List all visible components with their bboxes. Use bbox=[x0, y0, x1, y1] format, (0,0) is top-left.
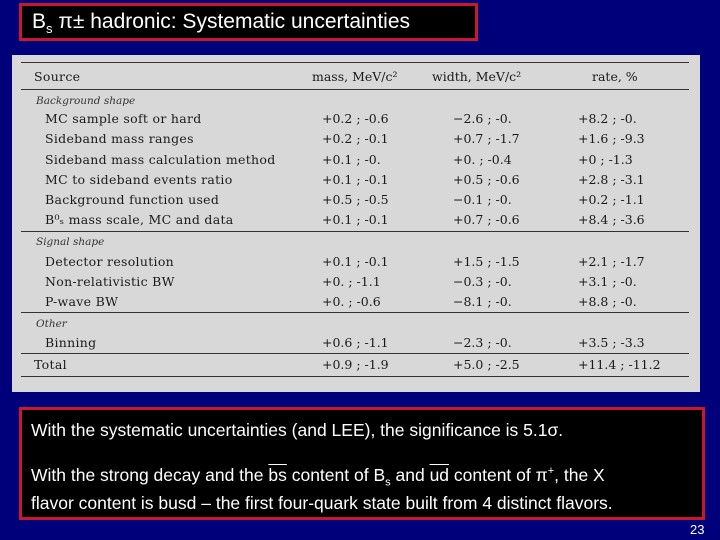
header-rule bbox=[21, 89, 689, 90]
table-row: MC sample soft or hard +0.2 ; -0.6 −2.6 ; -0. +8.2 ; -0. bbox=[45, 111, 637, 126]
table-row: MC to sideband events ratio +0.1 ; -0.1 +0.5 ; -0.6 +2.8 ; -3.1 bbox=[45, 172, 645, 187]
table-row: Background function used +0.5 ; -0.5 −0.1 ; -0. +0.2 ; -1.1 bbox=[45, 192, 645, 207]
table-row: P-wave BW +0. ; -0.6 −8.1 ; -0. +8.8 ; -0. bbox=[45, 294, 637, 309]
title-prefix: B bbox=[32, 10, 47, 33]
table-row: Non-relativistic BW +0. ; -1.1 −0.3 ; -0. +3.1 ; -0. bbox=[45, 274, 637, 289]
table-bottom-rule bbox=[21, 376, 689, 377]
header-width: width, MeV/c² bbox=[432, 69, 522, 84]
header-rate: rate, % bbox=[592, 69, 638, 84]
total-rule bbox=[21, 353, 689, 354]
uncertainty-table bbox=[12, 55, 700, 392]
section-other: Other bbox=[36, 318, 67, 330]
section-background: Background shape bbox=[36, 95, 136, 107]
flavor-text-line: With the strong decay and the $\overline{bs}$ content of $B_s$ and $\overline{ud}$ content of π+, the X bbox=[31, 464, 605, 489]
section-rule bbox=[21, 312, 689, 313]
significance-text: With the systematic uncertainties (and LEE), the significance is 5.1σ. bbox=[31, 420, 564, 440]
table-row: Sideband mass ranges +0.2 ; -0.1 +0.7 ; -1.7 +1.6 ; -9.3 bbox=[45, 131, 645, 146]
table-top-rule bbox=[21, 62, 689, 63]
section-signal: Signal shape bbox=[36, 236, 105, 248]
ud-quark-text: $\overline{ud}$ bbox=[429, 464, 450, 485]
slide-title bbox=[19, 3, 478, 41]
title-subscript: s bbox=[46, 21, 53, 37]
table-row: Sideband mass calculation method +0.1 ; -0. +0. ; -0.4 +0 ; -1.3 bbox=[45, 152, 633, 167]
header-mass: mass, MeV/c² bbox=[312, 69, 398, 84]
table-header-row bbox=[12, 67, 700, 87]
table-row: Binning +0.6 ; -1.1 −2.3 ; -0. +3.5 ; -3.3 bbox=[45, 335, 645, 350]
bs-quark-text: $\overline{bs}$ bbox=[268, 464, 287, 485]
flavor-text-line-2: flavor content is busd – the first four-quark state built from 4 distinct flavors. bbox=[31, 493, 613, 514]
page-number: 23 bbox=[690, 522, 705, 537]
header-source: Source bbox=[34, 69, 81, 84]
table-row: Detector resolution +0.1 ; -0.1 +1.5 ; -1.5 +2.1 ; -1.7 bbox=[45, 254, 645, 269]
table-row-total: Total +0.9 ; -1.9 +5.0 ; -2.5 +11.4 ; -11.2 bbox=[34, 357, 661, 372]
title-rest: hadronic: Systematic uncertainties bbox=[84, 10, 411, 33]
title-symbol: π± bbox=[58, 10, 85, 33]
table-row: B⁰ₛ mass scale, MC and data +0.1 ; -0.1 +0.7 ; -0.6 +8.4 ; -3.6 bbox=[45, 212, 645, 227]
conclusion-box bbox=[19, 407, 705, 520]
